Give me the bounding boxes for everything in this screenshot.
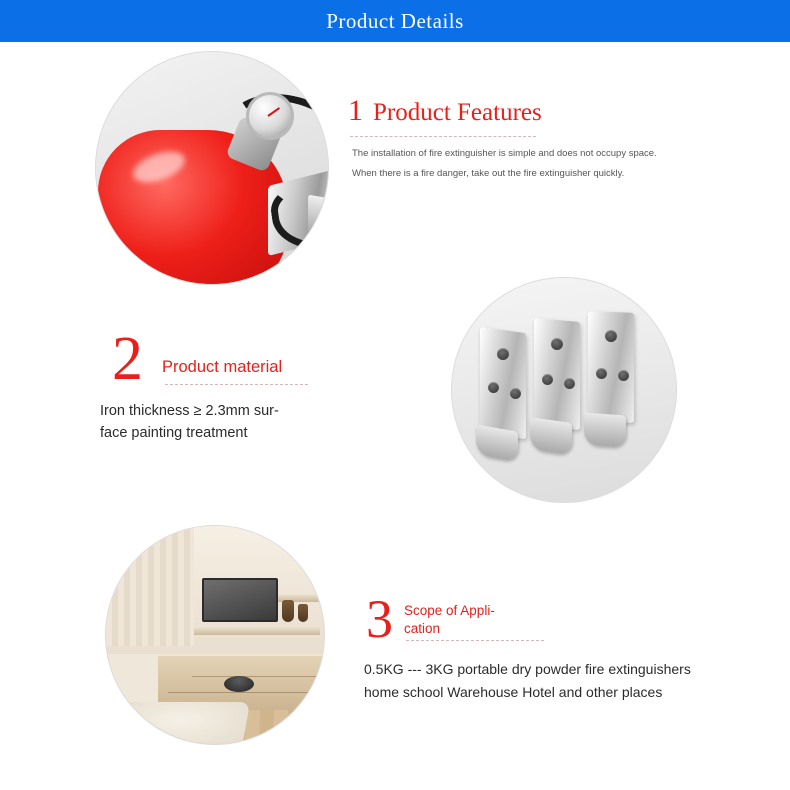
television <box>202 578 278 622</box>
section-1-body <box>352 144 692 184</box>
bracket-plate-3 <box>588 311 634 423</box>
section-3-number: 3 <box>366 589 393 649</box>
section-1-title: Product Features <box>373 99 542 126</box>
bracket-hole <box>605 330 617 342</box>
living-room-photo <box>106 526 324 744</box>
room-wall-panel <box>106 526 194 646</box>
cabinet-seam <box>192 676 322 677</box>
section-3-body-line-2: home school Warehouse Hotel and other places <box>364 684 663 700</box>
section-2-body-line-2: face painting treatment <box>100 425 248 441</box>
fire-extinguisher-on-bracket-photo <box>96 52 328 284</box>
section-2-body <box>100 400 350 444</box>
section-2-title: Product material <box>162 358 283 376</box>
bracket-hole <box>551 338 563 350</box>
page-header-banner <box>0 0 790 42</box>
section-1-heading <box>348 96 542 127</box>
room-shelf <box>194 626 320 635</box>
section-3-body <box>364 658 744 704</box>
section-3-divider <box>406 640 544 641</box>
section-3-title <box>404 602 554 638</box>
bracket-hole <box>510 388 521 399</box>
bracket-hole <box>596 368 607 379</box>
section-1-body-line-2: When there is a fire danger, take out the fire extinguisher quickly. <box>352 168 625 179</box>
section-2-number: 2 <box>112 325 143 393</box>
section-3-body-line-1: 0.5KG --- 3KG portable dry powder fire extinguishers <box>364 661 691 677</box>
bracket-hole <box>618 370 629 381</box>
bracket-foot-3 <box>584 413 626 448</box>
bracket-plate-1 <box>480 327 526 439</box>
steel-brackets-photo <box>452 278 676 502</box>
section-3-title-line-2: cation <box>404 621 441 636</box>
cabinet-seam <box>168 692 318 693</box>
section-1-number: 1 <box>348 94 363 127</box>
page-title: Product Details <box>326 8 464 33</box>
section-2-body-line-1: Iron thickness ≥ 2.3mm sur- <box>100 403 279 419</box>
section-1-divider <box>350 136 536 137</box>
decorative-vase <box>298 604 308 622</box>
section-1-body-line-1: The installation of fire extinguisher is simple and does not occupy space. <box>352 148 657 159</box>
bracket-hole <box>564 378 575 389</box>
pressure-gauge-icon <box>246 92 294 140</box>
bracket-hole <box>542 374 553 385</box>
section-2-divider <box>165 384 308 385</box>
decorative-vase <box>282 600 294 622</box>
area-rug <box>110 702 250 744</box>
bracket-hole <box>497 348 509 360</box>
bracket-hole <box>488 382 499 393</box>
bracket-plate-2 <box>534 318 580 430</box>
section-3-title-line-1: Scope of Appli- <box>404 603 495 618</box>
decorative-bowl <box>224 676 254 692</box>
